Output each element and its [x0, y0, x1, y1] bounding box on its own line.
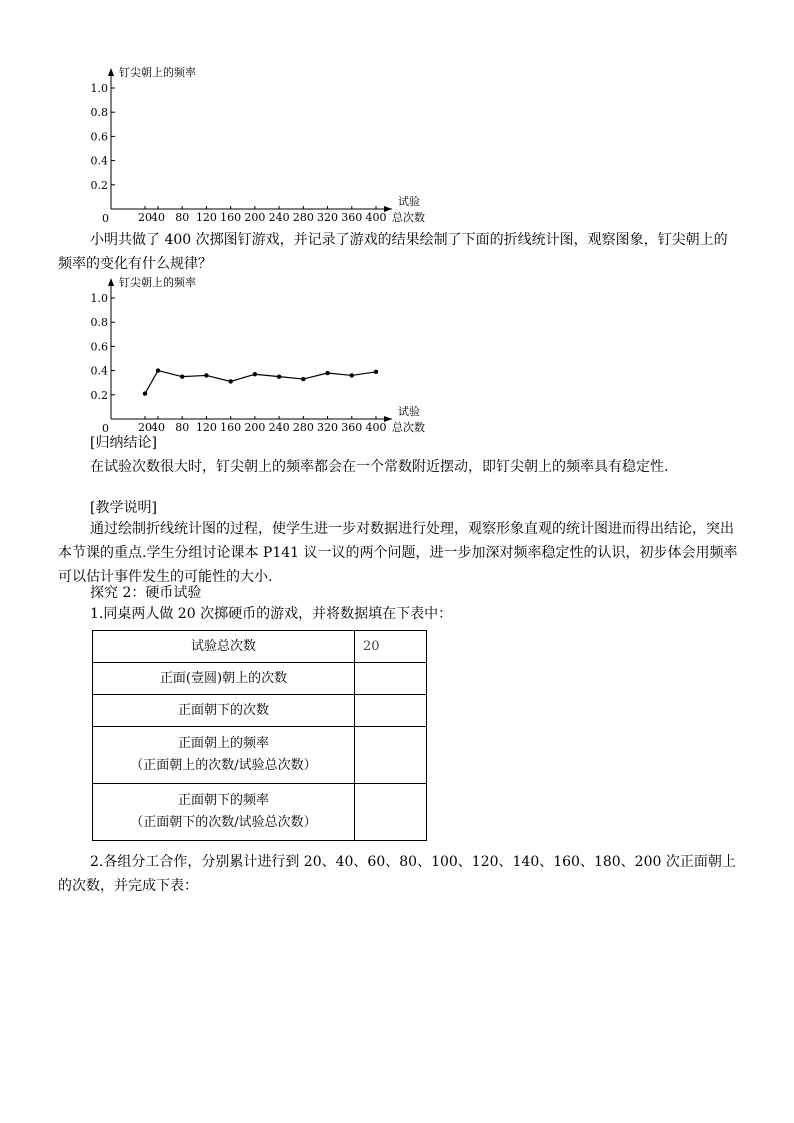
- step2-paragraph: 2.各组分工合作，分别累计进行到 20、40、60、80、100、120、140、160、180、200 次正面朝上的次数，并完成下表：: [58, 854, 736, 894]
- x-tick-label: 320: [317, 211, 339, 224]
- intro-paragraph: 小明共做了 400 次掷图钉游戏，并记录了游戏的结果绘制了下面的折线统计图，观察图象，钉尖朝上的频率的变化有什么规律？: [58, 232, 728, 272]
- y-tick-label: 0.6: [90, 130, 108, 144]
- x-tick-label: 200: [244, 211, 266, 224]
- table-cell-value[interactable]: 20: [355, 631, 427, 663]
- table-row-label: 正面(壹圆)朝上的次数: [93, 663, 355, 695]
- x-tick-label: 240: [268, 421, 290, 434]
- table-row: [93, 631, 427, 663]
- data-point: [228, 379, 232, 383]
- x-tick-label: 80: [175, 421, 190, 434]
- data-point: [301, 377, 305, 381]
- x-tick-label: 40: [151, 211, 165, 224]
- data-point: [180, 374, 184, 378]
- step1-text: 1.同桌两人做 20 次掷硬币的游戏，并将数据填在下表中：: [90, 606, 453, 622]
- chart-line-svg: [0, 268, 794, 438]
- conclusion-heading: [归纳结论]: [90, 435, 157, 451]
- x-tick-label: 320: [317, 421, 339, 434]
- data-point: [253, 372, 257, 376]
- table-cell-value[interactable]: [355, 727, 427, 784]
- table-row: [93, 695, 427, 727]
- chart-empty-frequency: [0, 58, 794, 228]
- x-axis-title-line2: 总次数: [392, 211, 425, 224]
- x-tick-label: 360: [341, 211, 363, 224]
- x-tick-label: 360: [341, 421, 363, 434]
- x-tick-label: 400: [365, 421, 387, 434]
- data-point: [277, 374, 281, 378]
- y-tick-label: 0.4: [90, 154, 108, 168]
- y-tick-label: 0.8: [90, 316, 108, 330]
- y-axis-arrow: [108, 278, 114, 286]
- table-row-label: 正面朝上的频率 （正面朝上的次数/试验总次数）: [93, 727, 355, 784]
- table-row-label: 试验总次数: [93, 631, 355, 663]
- x-tick-label: 280: [292, 421, 314, 434]
- chart-empty-svg: [0, 58, 794, 228]
- y-axis-title: 钉尖朝上的频率: [119, 66, 196, 79]
- table-row: [93, 663, 427, 695]
- x-tick-label: 160: [220, 421, 242, 434]
- explore2-heading: 探究 2：硬币试验: [90, 585, 202, 601]
- y-tick-label: 0.8: [90, 106, 108, 120]
- y-tick-label: 0.6: [90, 340, 108, 354]
- data-point: [204, 373, 208, 377]
- origin-label: 0: [102, 212, 109, 225]
- teaching-paragraph: 通过绘制折线统计图的过程，使学生进一步对数据进行处理，观察形象直观的统计图进而得出结论，突出本节课的重点.学生分组讨论课本 P141 议一议的两个问题，进一步加深对频率稳定性的认识，初步体会用频率可以估计事件发生的可能性的大小.: [58, 521, 738, 585]
- y-tick-label: 1.0: [90, 292, 108, 305]
- x-tick-label: 120: [195, 421, 217, 434]
- x-axis-title-line1: 试验: [398, 405, 420, 418]
- teaching-heading: [教学说明]: [90, 500, 157, 516]
- x-axis-title-line1: 试验: [398, 195, 420, 208]
- x-tick-label: 400: [365, 211, 387, 224]
- conclusion-paragraph: 在试验次数很大时，钉尖朝上的频率都会在一个常数附近摆动，即钉尖朝上的频率具有稳定性.: [90, 459, 669, 475]
- x-tick-label: 40: [151, 421, 165, 434]
- data-point: [143, 391, 147, 395]
- table-cell-value[interactable]: [355, 663, 427, 695]
- x-axis-title-line2: 总次数: [392, 421, 425, 434]
- table-cell-value[interactable]: [355, 784, 427, 841]
- data-point: [325, 371, 329, 375]
- x-tick-label: 20: [138, 211, 152, 224]
- table-row-label: 正面朝下的频率 （正面朝下的次数/试验总次数）: [93, 784, 355, 841]
- y-axis-arrow: [108, 68, 114, 76]
- y-tick-label: 0.2: [90, 388, 108, 402]
- chart-line-frequency: [0, 268, 794, 438]
- table-row: [93, 784, 427, 841]
- x-tick-label: 240: [268, 211, 290, 224]
- table-row-label: 正面朝下的次数: [93, 695, 355, 727]
- data-point: [156, 368, 160, 372]
- x-tick-label: 280: [292, 211, 314, 224]
- x-tick-label: 160: [220, 211, 242, 224]
- table-cell-value[interactable]: [355, 695, 427, 727]
- origin-label: 0: [102, 422, 109, 435]
- x-tick-label: 80: [175, 211, 190, 224]
- x-tick-label: 200: [244, 421, 266, 434]
- y-tick-label: 0.2: [90, 178, 108, 192]
- data-point: [350, 373, 354, 377]
- y-axis-title: 钉尖朝上的频率: [119, 276, 196, 289]
- x-tick-label: 120: [195, 211, 217, 224]
- y-tick-label: 1.0: [90, 82, 108, 95]
- y-tick-label: 0.4: [90, 364, 108, 378]
- table-row: [93, 727, 427, 784]
- series-line: [145, 371, 376, 394]
- coin-data-table: [92, 630, 427, 841]
- x-tick-label: 20: [138, 421, 152, 434]
- data-point: [374, 370, 378, 374]
